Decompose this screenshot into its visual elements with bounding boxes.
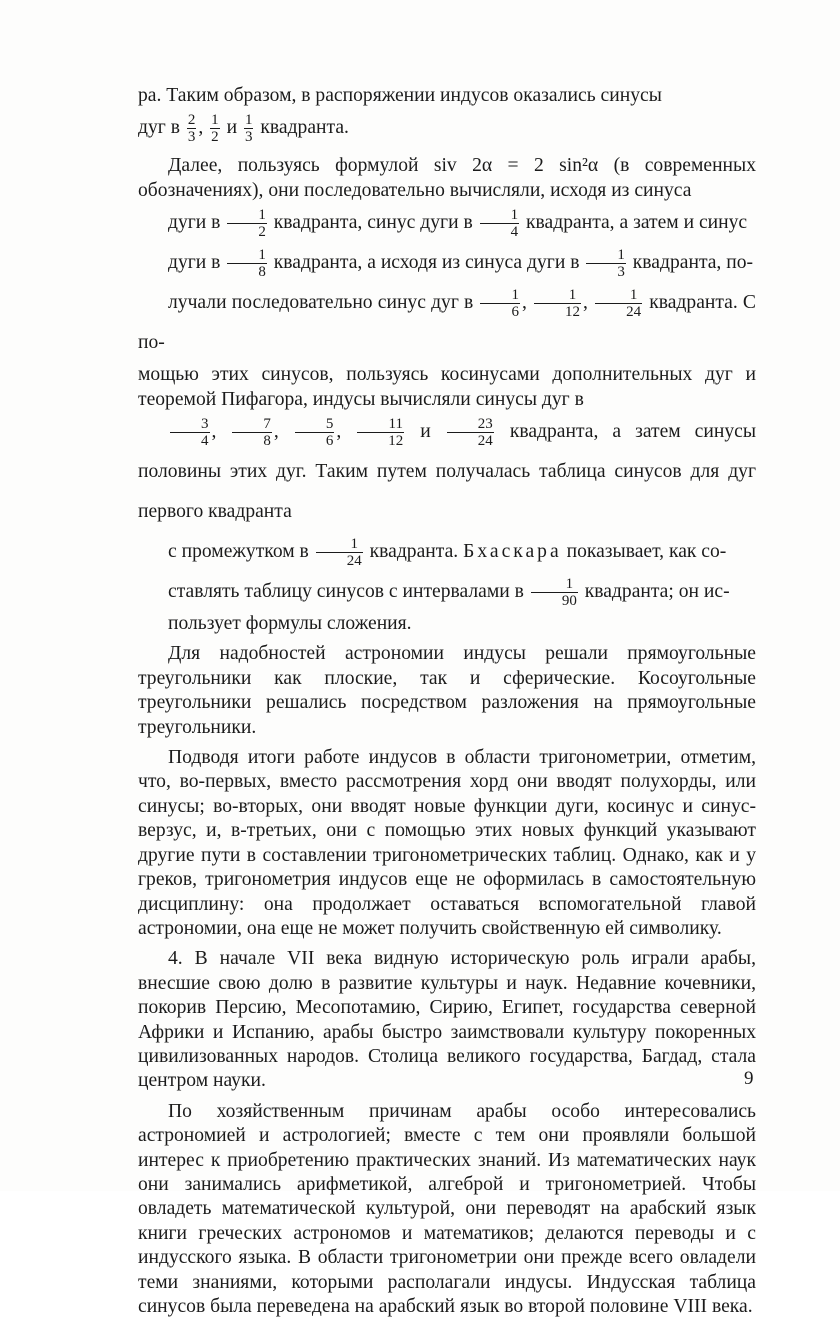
numerator: 11 [357, 416, 404, 433]
text-run: дуг в [138, 117, 180, 139]
fraction [534, 287, 581, 320]
person-name: Бхаскара [463, 541, 562, 563]
formula-line: $\frac{3}{4}$ , $\frac{7}{8}$ , $\frac{5}{6}$ , $\frac{11}{12}$ и $\frac{23}{24}$ квадранта, а затем синусы половины этих дуг. Таким путем получалась таблица синусов для дуг первого квадранта [138, 416, 757, 523]
denominator: 12 [388, 433, 404, 450]
fraction [187, 112, 197, 145]
text-run: пользует формулы сложения. [168, 613, 412, 635]
numerator: 1 [595, 287, 642, 304]
numerator: 1 [316, 536, 363, 553]
paragraph [138, 154, 756, 636]
numerator: 1 [586, 247, 626, 264]
fraction [227, 207, 267, 240]
paragraph-continuation [138, 84, 756, 148]
paragraph: Для надобностей астрономии индусы решали прямоугольные треугольники как плоские, так и сферические. Косоугольные треугольники решались посредством разложения на прямоугольные треугольники. [138, 643, 756, 738]
text-run: квадранта, а затем и синус [526, 212, 748, 234]
text-run: Далее, пользуясь формулой siv 2α = 2 sin²α (в современных обозначениях), они последовательно вычисляли, исходя из синуса [138, 155, 756, 201]
fraction [170, 416, 210, 449]
paragraph: Подводя итоги работе индусов в области тригонометрии, отметим, что, во-первых, вместо рассмотрения хорд они вводят полухорды, или синусы; во-вторых, они вводят новые функции дуги, косинус и синус-верзус, и, в-третьих, они с помощью этих новых функций указывают другие пути в составлении тригонометрических таблиц. Однако, как и у греков, тригонометрия индусов еще не оформилась в самостоятельную дисциплину: она продолжает оставаться вспомогательной главой астрономии, она еще не может получить свойственную ей символику. [138, 747, 756, 939]
denominator: 3 [187, 129, 196, 146]
numerator: 1 [531, 576, 578, 593]
denominator: 6 [511, 304, 519, 321]
numerator: 2 [187, 112, 196, 129]
text-run: ра. Таким образом, в распоряжении индусов оказались синусы [138, 85, 662, 106]
text-run: квадранта, а исходя из синуса дуги в [273, 252, 580, 274]
numerator: 1 [227, 207, 267, 224]
denominator: 90 [561, 593, 577, 610]
formula-line: лучали последовательно синус дуг в $\frac{1}{6}$ , $\frac{1}{12}$ , $\frac{1}{24}$ квадранта. С по- [138, 287, 756, 354]
denominator: 2 [211, 129, 219, 146]
fraction [531, 576, 578, 609]
paragraph: 4. В начале VII века видную историческую роль играли арабы, внесшие свою долю в развитие культуры и наук. Недавние кочевники, покорив Персию, Месопотамию, Сирию, Египет, государства северной Африки и Испанию, арабы быстро заимствовали культуру покоренных цивилизованных народов. Столица великого государства, Багдад, стала центром науки. [138, 948, 756, 1092]
numerator: 1 [480, 207, 520, 224]
denominator: 8 [258, 264, 266, 281]
denominator: 6 [325, 433, 334, 450]
denominator: 4 [510, 224, 519, 241]
numerator: 3 [170, 416, 210, 433]
numerator: 1 [480, 287, 520, 304]
numerator: 1 [534, 287, 581, 304]
text-run: лучали последовательно синус дуг в [168, 292, 474, 314]
fraction [586, 247, 626, 280]
denominator: 24 [477, 433, 493, 450]
denominator: 2 [258, 224, 266, 241]
text-run: показывает, как со- [566, 541, 727, 563]
fraction [227, 247, 267, 280]
text-run: квадранта, синус дуги в [273, 212, 473, 234]
numerator: 5 [295, 416, 335, 433]
text-run: и [226, 117, 238, 139]
formula-line [138, 532, 756, 572]
page-number: 9 [744, 1068, 754, 1089]
numerator: 1 [227, 247, 267, 264]
fraction [316, 536, 363, 569]
fraction [244, 112, 254, 145]
text-run: квадранта; он ис- [584, 581, 730, 603]
denominator: 12 [565, 304, 580, 321]
fraction [595, 287, 642, 320]
formula-line: дуг в $\frac{2}{3}$ , $\frac{1}{2}$ и $\frac{1}{3}$ квадранта. [138, 112, 349, 146]
text-run: ставлять таблицу синусов с интервалами в [168, 581, 524, 603]
numerator: 1 [244, 112, 253, 129]
fraction [210, 112, 220, 145]
denominator: 3 [244, 129, 253, 146]
text-run: мощью этих синусов, пользуясь косинусами дополнительных дуг и теоремой Пифагора, индусы вычисляли синусы дуг в [138, 364, 756, 410]
denominator: 3 [617, 264, 625, 281]
fraction [480, 287, 520, 320]
text-run: с промежутком в [168, 541, 309, 563]
formula-line [138, 243, 756, 283]
fraction [480, 207, 520, 240]
denominator: 4 [201, 433, 209, 450]
numerator: 23 [447, 416, 494, 433]
numerator: 7 [232, 416, 272, 433]
paragraph: По хозяйственным причинам арабы особо интересовались астрономией и астрологией; вместе с тем они проявляли большой интерес к приобретению практических знаний. Из математических наук они занимались арифметикой, алгеброй и тригонометрией. Чтобы овладеть математической культурой, они переводят на арабский язык книги греческих астрономов и математиков; делаются переводы и с индусского языка. В области тригонометрии они прежде всего овладели теми знаниями, которыми располагали индусы. Индусская таблица синусов была переведена на арабский язык во второй половине VIII века. [138, 1100, 756, 1317]
denominator: 24 [626, 304, 642, 321]
fraction [447, 416, 494, 449]
body-text [138, 84, 756, 1325]
text-run: квадранта, а затем синусы половины этих дуг. Таким путем получалась таблица синусов для дуг первого квадранта [138, 421, 757, 523]
fraction [295, 416, 335, 449]
text-run: квадранта. [369, 541, 459, 563]
fraction [357, 416, 404, 449]
formula-line [138, 572, 756, 612]
denominator: 8 [263, 433, 271, 450]
text-run: квадранта, по- [632, 252, 754, 274]
text-run: квадранта. С по- [138, 292, 756, 354]
text-run: дуги в [168, 212, 221, 234]
text-run: и [420, 421, 431, 443]
formula-line [138, 203, 756, 243]
text-run: дуги в [168, 252, 221, 274]
numerator: 1 [211, 112, 219, 129]
fraction [232, 416, 272, 449]
denominator: 24 [346, 553, 362, 570]
text-run: квадранта. [260, 117, 349, 139]
